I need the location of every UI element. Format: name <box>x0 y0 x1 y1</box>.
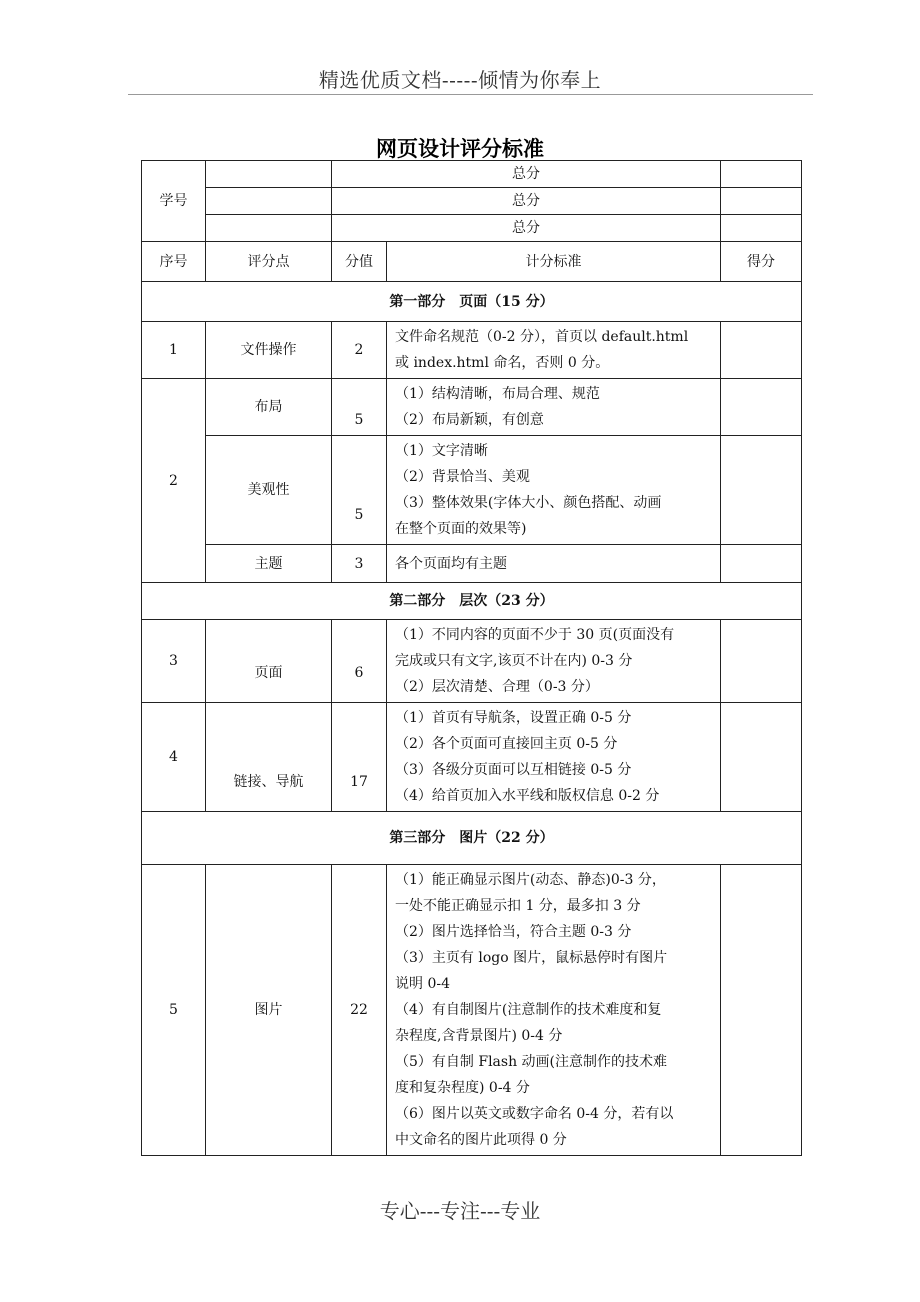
row-score: 22 <box>332 865 387 1156</box>
criteria-line: 完成或只有文字,该页不计在内) 0-3 分 <box>395 653 633 669</box>
criteria-line: （1）能正确显示图片(动态、静态)0-3 分， <box>395 872 666 888</box>
total-value-cell[interactable] <box>721 215 802 242</box>
row-earned-cell[interactable] <box>721 865 802 1156</box>
row-criteria <box>387 865 721 1156</box>
row-item: 主题 <box>206 545 332 583</box>
criteria-line: （6）图片以英文或数字命名 0-4 分，若有以 <box>395 1106 674 1122</box>
page-header: 精选优质文档-----倾情为你奉上 <box>318 68 602 92</box>
row-item: 文件操作 <box>206 322 332 379</box>
criteria-line: 一处不能正确显示扣 1 分，最多扣 3 分 <box>395 898 641 914</box>
section-row <box>142 282 802 322</box>
row-score: 5 <box>332 436 387 545</box>
page-footer: 专心---专注---专业 <box>379 1199 541 1223</box>
row-criteria <box>387 545 721 583</box>
row-score: 6 <box>332 620 387 703</box>
total-label: 总分 <box>332 188 721 215</box>
row-score: 2 <box>332 322 387 379</box>
row-earned-cell[interactable] <box>721 436 802 545</box>
col-header-item: 评分点 <box>206 242 332 282</box>
criteria-line: （5）有自制 Flash 动画(注意制作的技术难 <box>395 1054 668 1070</box>
criteria-line: 在整个页面的效果等) <box>395 521 527 537</box>
criteria-line: （2）层次清楚、合理（0-3 分） <box>395 679 599 695</box>
criteria-line: 说明 0-4 <box>395 976 450 992</box>
criteria-line: 文件命名规范（0-2 分），首页以 default.html <box>395 329 689 345</box>
criteria-line: （1）首页有导航条，设置正确 0-5 分 <box>395 710 632 726</box>
criteria-line: （3）各级分页面可以互相链接 0-5 分 <box>395 762 632 778</box>
info-row <box>142 188 802 215</box>
criteria-line: （2）图片选择恰当，符合主题 0-3 分 <box>395 924 632 940</box>
table-row <box>142 436 802 545</box>
grading-table <box>141 160 802 1156</box>
criteria-line: （4）给首页加入水平线和版权信息 0-2 分 <box>395 788 660 804</box>
table-row <box>142 620 802 703</box>
student-id-cell[interactable] <box>206 161 332 188</box>
row-index: 4 <box>142 703 206 812</box>
row-earned-cell[interactable] <box>721 379 802 436</box>
total-label: 总分 <box>332 161 721 188</box>
row-score: 3 <box>332 545 387 583</box>
row-earned-cell[interactable] <box>721 322 802 379</box>
row-item: 页面 <box>206 620 332 703</box>
student-id-cell[interactable] <box>206 188 332 215</box>
info-row <box>142 161 802 188</box>
column-header-row <box>142 242 802 282</box>
row-criteria <box>387 436 721 545</box>
criteria-line: （1）不同内容的页面不少于 30 页(页面没有 <box>395 627 675 643</box>
table-row <box>142 865 802 1156</box>
total-label: 总分 <box>332 215 721 242</box>
total-value-cell[interactable] <box>721 161 802 188</box>
criteria-line: （3）整体效果(字体大小、颜色搭配、动画 <box>395 495 662 511</box>
criteria-line: 各个页面均有主题 <box>395 555 507 572</box>
row-index: 3 <box>142 620 206 703</box>
section-title-3: 第三部分 图片（22 分） <box>142 812 802 865</box>
row-score: 5 <box>332 379 387 436</box>
table-row <box>142 703 802 812</box>
total-value-cell[interactable] <box>721 188 802 215</box>
row-item: 图片 <box>206 865 332 1156</box>
table-row <box>142 379 802 436</box>
document-title: 网页设计评分标准 <box>376 136 544 161</box>
row-item: 布局 <box>206 379 332 436</box>
row-criteria <box>387 620 721 703</box>
row-earned-cell[interactable] <box>721 703 802 812</box>
table-row <box>142 545 802 583</box>
row-earned-cell[interactable] <box>721 620 802 703</box>
info-row <box>142 215 802 242</box>
criteria-line: （4）有自制图片(注意制作的技术难度和复 <box>395 1002 662 1018</box>
criteria-line: 或 index.html 命名，否则 0 分。 <box>395 355 610 371</box>
criteria-line: 中文命名的图片此项得 0 分 <box>395 1132 567 1148</box>
col-header-earned: 得分 <box>721 242 802 282</box>
row-earned-cell[interactable] <box>721 545 802 583</box>
row-criteria <box>387 379 721 436</box>
table-row <box>142 322 802 379</box>
student-id-cell[interactable] <box>206 215 332 242</box>
section-title-2: 第二部分 层次（23 分） <box>142 583 802 620</box>
section-row <box>142 583 802 620</box>
criteria-line: （3）主页有 logo 图片，鼠标悬停时有图片 <box>395 950 668 966</box>
criteria-line: 杂程度,含背景图片) 0-4 分 <box>395 1028 563 1044</box>
row-index: 2 <box>142 379 206 583</box>
criteria-line: （2）各个页面可直接回主页 0-5 分 <box>395 736 618 752</box>
col-header-index: 序号 <box>142 242 206 282</box>
criteria-line: （2）布局新颖，有创意 <box>395 412 544 428</box>
col-header-criteria: 计分标准 <box>387 242 721 282</box>
criteria-line: 度和复杂程度) 0-4 分 <box>395 1080 530 1096</box>
row-index: 5 <box>142 865 206 1156</box>
row-item: 链接、导航 <box>206 703 332 812</box>
row-index: 1 <box>142 322 206 379</box>
criteria-line: （2）背景恰当、美观 <box>395 469 530 485</box>
row-score: 17 <box>332 703 387 812</box>
header-rule <box>128 94 813 95</box>
section-title-1: 第一部分 页面（15 分） <box>142 282 802 322</box>
criteria-line: （1）结构清晰，布局合理、规范 <box>395 386 600 402</box>
col-header-score: 分值 <box>332 242 387 282</box>
row-criteria <box>387 322 721 379</box>
row-criteria <box>387 703 721 812</box>
section-row <box>142 812 802 865</box>
row-item: 美观性 <box>206 436 332 545</box>
student-id-label: 学号 <box>142 161 206 242</box>
criteria-line: （1）文字清晰 <box>395 443 488 459</box>
